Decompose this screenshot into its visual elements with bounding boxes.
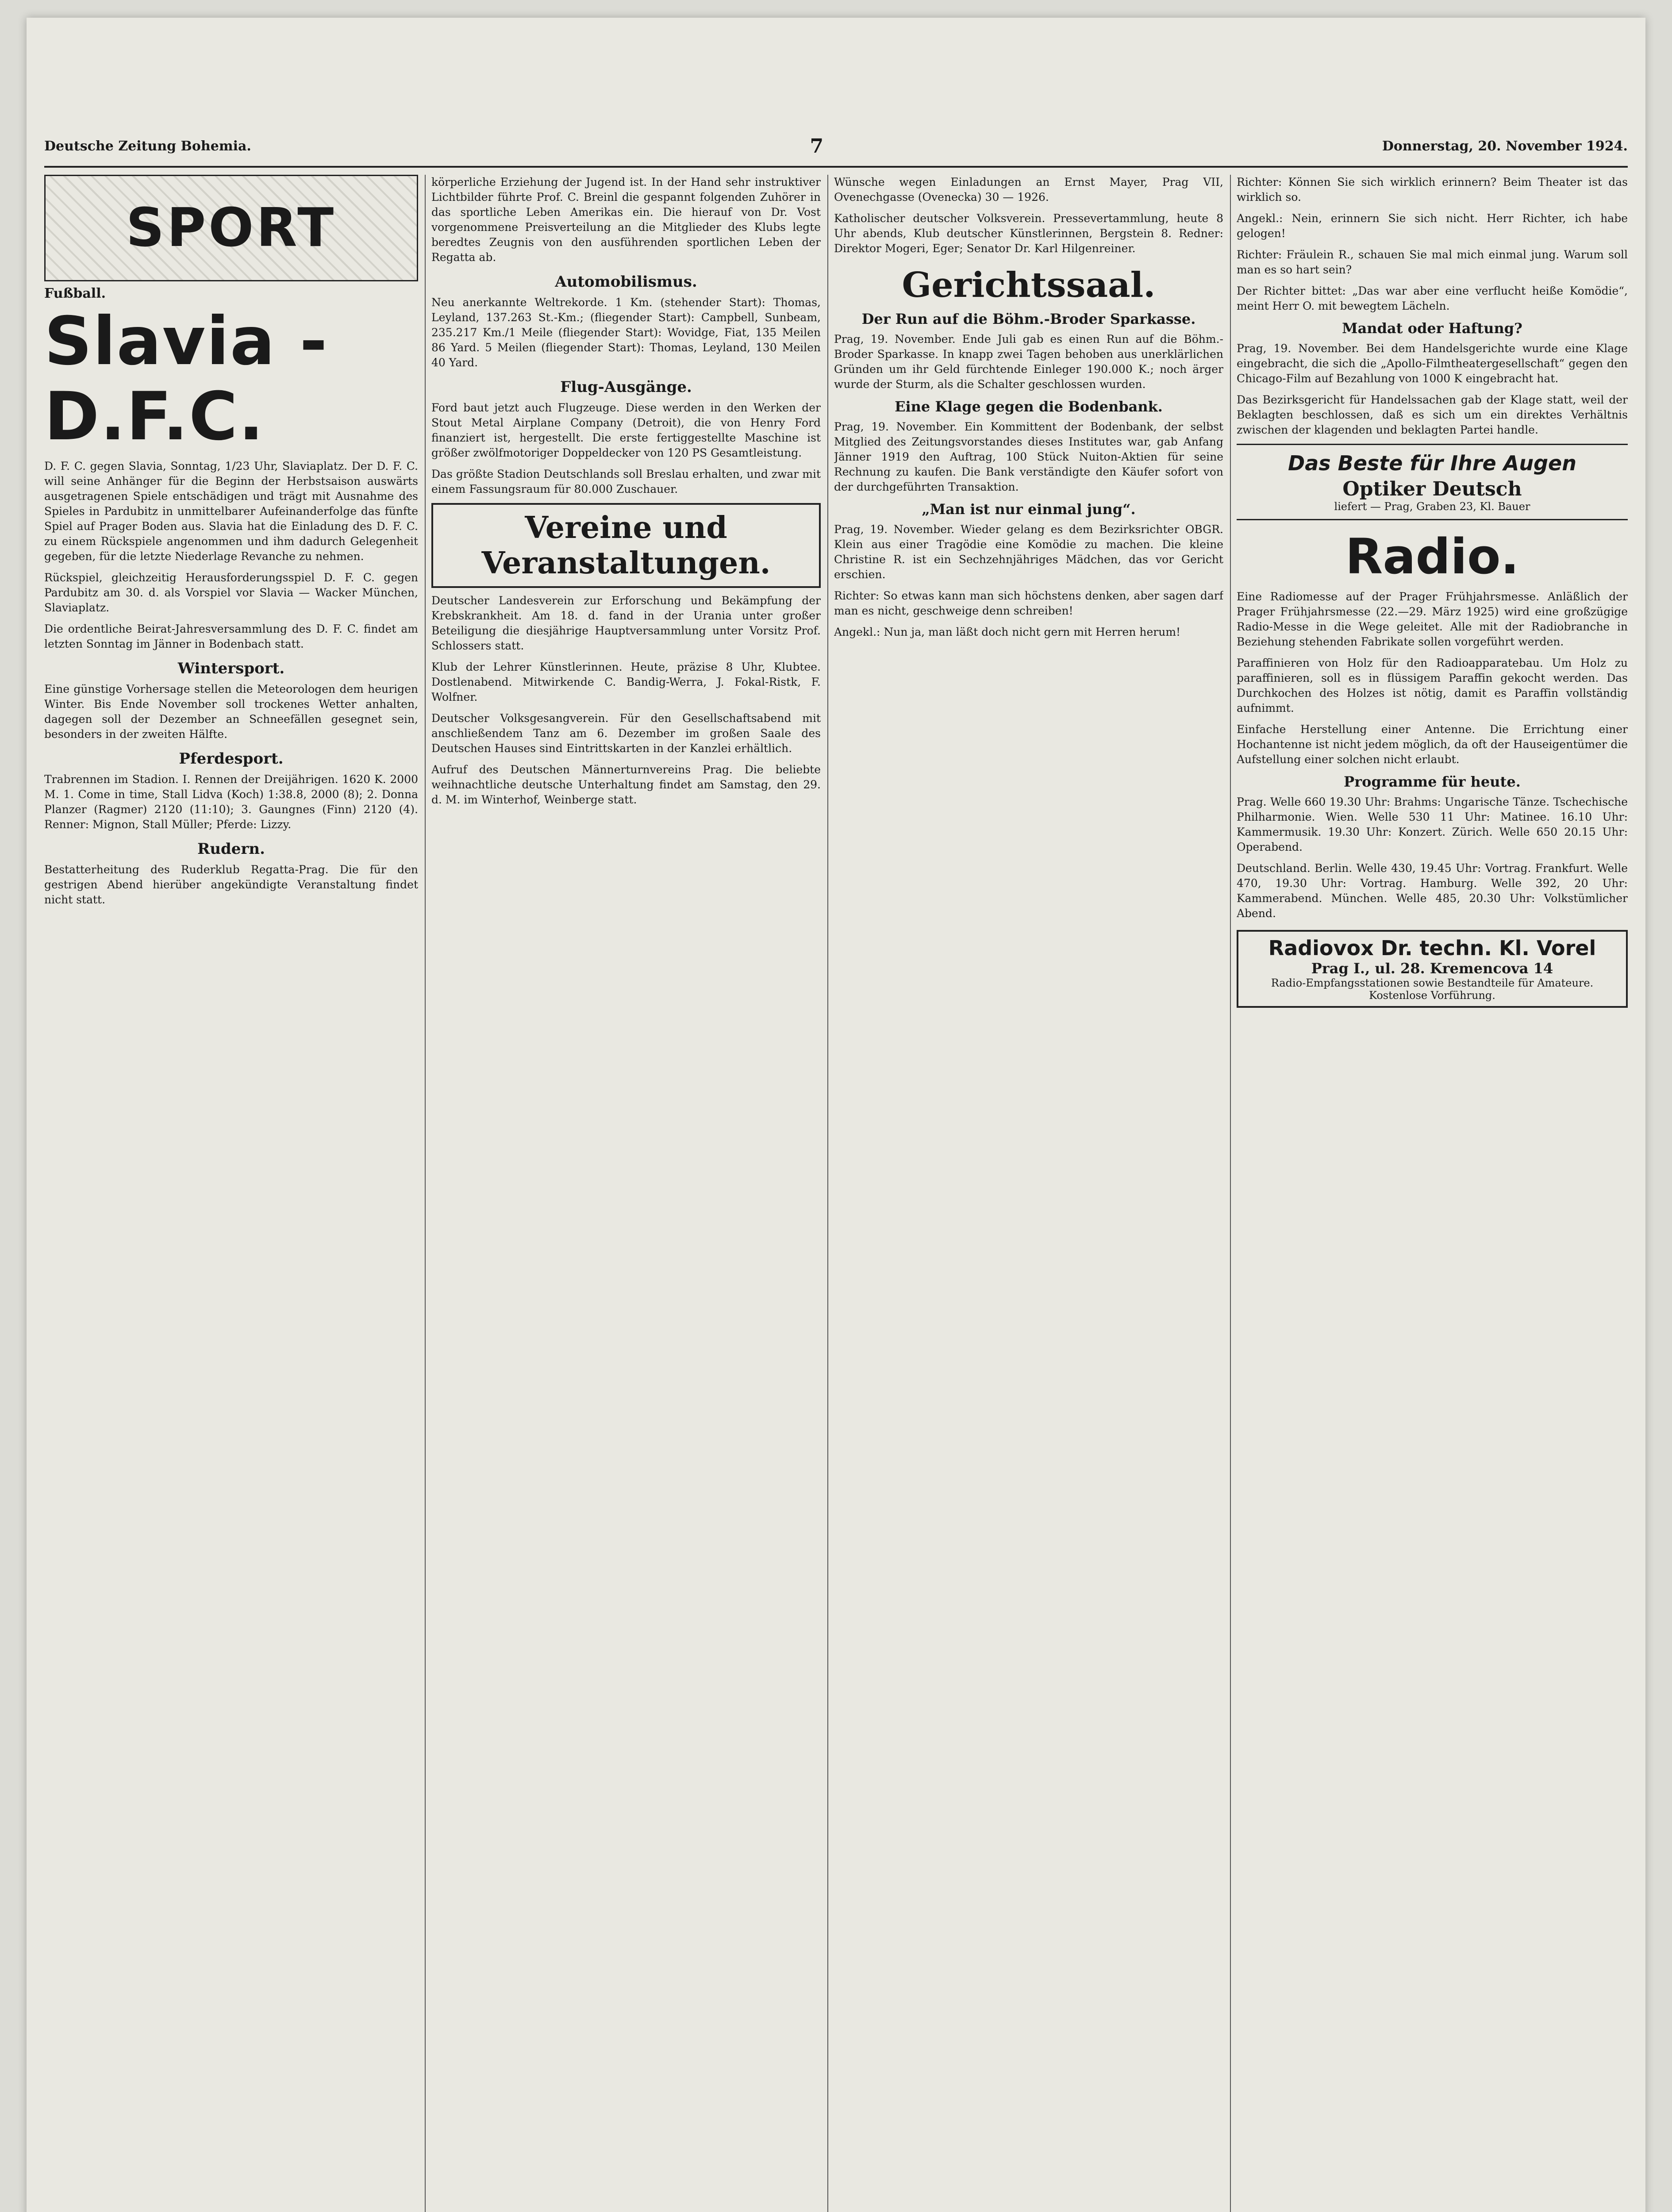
article-paragraph: Der Richter bittet: „Das war aber eine verflucht heiße Komödie“, meint Herr O. mit bewegtem Lächeln.: [1237, 284, 1628, 312]
article-paragraph: Paraffinieren von Holz für den Radioapparatebau. Um Holz zu paraffinieren, soll es in flüssigem Paraffin gekocht werden. Das Durchkochen des Holzes ist nötig, damit es Paraffin vollständig aufnimmt.: [1237, 657, 1628, 714]
section-heading: Pferdesport.: [179, 750, 284, 768]
column-divider: [827, 175, 828, 2212]
column-radio: [1237, 175, 1628, 2212]
newspaper-page: [27, 18, 1645, 2212]
newspaper-name: Deutsche Zeitung Bohemia.: [44, 138, 251, 154]
ad-address: liefert — Prag, Graben 23, Kl. Bauer: [1334, 500, 1530, 513]
article-subheading: „Man ist nur einmal jung“.: [922, 501, 1136, 518]
article-paragraph: Eine günstige Vorhersage stellen die Meteorologen dem heurigen Winter. Bis Ende November soll trockenes Wetter anhalten, dagegen soll der Dezember an Schneefällen gesegnet sein, besonders in der zweiten Hälfte.: [44, 683, 418, 741]
article-paragraph: Richter: Fräulein R., schauen Sie mal mich einmal jung. Warum soll man es so hart sein?: [1237, 248, 1628, 276]
article-paragraph: Eine Radiomesse auf der Prager Frühjahrsmesse. Anläßlich der Prager Frühjahrsmesse (22.—29. März 1925) wird eine großzügige Radio-Messe in die Wege geleitet. Alle mit der Radiobranche in Beziehung stehenden Fabrikate sollen vorgeführt werden.: [1237, 590, 1628, 648]
issue-date: Donnerstag, 20. November 1924.: [1382, 138, 1628, 154]
article-paragraph: Wünsche wegen Einladungen an Ernst Mayer, Prag VII, Ovenechgasse (Ovenecka) 30 — 1926.: [834, 176, 1223, 204]
optiker-advertisement: [1237, 444, 1628, 520]
article-paragraph: Deutscher Volksgesangverein. Für den Gesellschaftsabend mit anschließendem Tanz am 6. Dezember im großen Saale des Deutschen Hauses sind Eintrittskarten in der Kanzlei erhältlich.: [431, 712, 821, 755]
article-paragraph: Einfache Herstellung einer Antenne. Die Errichtung einer Hochantenne ist nicht jedem möglich, da oft der Hauseigentümer die Aufstellung einer solchen nicht erlaubt.: [1237, 723, 1628, 766]
article-paragraph: Prag, 19. November. Ein Kommittent der Bodenbank, der selbst Mitglied des Zeitungsvorstandes dieses Institutes war, gab Anfang Jänner 1919 den Auftrag, 100 Stück Nuiton-Aktien für seine Rechnung zu kaufen. Die Bank verständigte den Käufer sofort von der durchgeführten Transaktion.: [834, 420, 1223, 493]
article-paragraph: Prag, 19. November. Wieder gelang es dem Bezirksrichter OBGR. Klein aus einer Tragödie eine Komödie zu machen. Die kleine Christine R. ist ein Sechzehnjähriges Mädchen, das vor Gericht erschien.: [834, 523, 1223, 581]
article-paragraph: körperliche Erziehung der Jugend ist. In der Hand sehr instruktiver Lichtbilder führte Prof. C. Breinl die gespannt folgenden Zuhörer in das sportliche Leben Amerikas ein. Die hierauf von Dr. Vost vorgenommene Preisverteilung an die Mitglieder des Klubs legte beredtes Zeugnis von den ausführenden sportlichen Leben der Regatta ab.: [431, 176, 821, 264]
article-paragraph: Richter: So etwas kann man sich höchstens denken, aber sagen darf man es nicht, geschweige denn schreiben!: [834, 589, 1223, 617]
article-paragraph: Trabrennen im Stadion. I. Rennen der Dreijährigen. 1620 K. 2000 M. 1. Come in time, Stall Lidva (Koch) 1:38.8, 2000 (8); 2. Donna Planzer (Ragmer) 2120 (11:10); 3. Gaungnes (Finn) 2120 (4). Renner: Mignon, Stall Müller; Pferde: Lizzy.: [44, 773, 418, 831]
article-paragraph: Die ordentliche Beirat-Jahresversammlung des D. F. C. findet am letzten Sonntag im Jänner in Bodenbach statt.: [44, 622, 418, 650]
article-paragraph: Prag, 19. November. Bei dem Handelsgerichte wurde eine Klage eingebracht, die sich die „Apollo-Filmtheatergesellschaft“ gegen den Chicago-Film auf Bezahlung von 1000 K eingebracht hat.: [1237, 342, 1628, 385]
article-paragraph: Prag, 19. November. Ende Juli gab es einen Run auf die Böhm.-Broder Sparkasse. In knapp zwei Tagen behoben aus unerklärlichen Gründen um ihr Geld fürchtende Einleger 190.000 K.; noch ärger wurde der Sturm, als die Schalter geschlossen wurden.: [834, 333, 1223, 391]
article-paragraph: Angekl.: Nein, erinnern Sie sich nicht. Herr Richter, ich habe gelogen!: [1237, 212, 1628, 240]
article-subheading: Der Run auf die Böhm.-Broder Sparkasse.: [861, 311, 1196, 327]
column-gerichtssaal: [834, 175, 1223, 2212]
article-paragraph: Neu anerkannte Weltrekorde. 1 Km. (stehender Start): Thomas, Leyland, 137.263 St.-Km.; (fliegender Start): Campbell, Sunbeam, 235.217 Km./1 Meile (fliegender Start): Wovidge, Fiat, 135 Meilen 86 Yard. 5 Meilen (fliegender Start): Thomas, Leyland, 130 Meilen 40 Yard.: [431, 296, 821, 369]
article-subheading: Mandat oder Haftung?: [1342, 320, 1522, 337]
column-divider: [1230, 175, 1231, 2212]
article-paragraph: Klub der Lehrer Künstlerinnen. Heute, präzise 8 Uhr, Klubtee. Dostlenabend. Mitwirkende C. Bandig-Werra, J. Fokal-Ristk, F. Wolfner.: [431, 661, 821, 703]
article-paragraph: Das größte Stadion Deutschlands soll Breslau erhalten, und zwar mit einem Fassungsraum für 80.000 Zuschauer.: [431, 468, 821, 495]
article-paragraph: Katholischer deutscher Volksverein. Pressevertammlung, heute 8 Uhr abends, Klub deutscher Künstlerinnen, Bergstein 8. Redner: Direktor Mogeri, Eger; Senator Dr. Karl Hilgenreiner.: [834, 212, 1223, 255]
section-heading: Automobilismus.: [555, 273, 697, 291]
section-heading: Flug-Ausgänge.: [560, 378, 692, 396]
section-heading: Wintersport.: [177, 660, 285, 677]
headline: Slavia - D.F.C.: [44, 303, 328, 455]
ad-company: Radiovox Dr. techn. Kl. Vorel: [1268, 936, 1596, 960]
article-paragraph: Aufruf des Deutschen Männerturnvereins Prag. Die beliebte weihnachtliche deutsche Unterhaltung findet am Samstag, den 29. d. M. im Winterhof, Weinberge statt.: [431, 763, 821, 806]
headline-gerichtssaal: Gerichtssaal.: [902, 265, 1156, 305]
page-header: [44, 128, 1628, 164]
headline-radio: Radio.: [1345, 528, 1519, 585]
sport-logo: SPORT: [44, 175, 418, 281]
article-paragraph: D. F. C. gegen Slavia, Sonntag, 1/23 Uhr, Slaviaplatz. Der D. F. C. will seine Anhänger für die Beginn der Herbstsaison auswärts ausgetragenen Spiele entschädigen und trägt mit Ausnahme des Spieles in Pardubitz in unmittelbarer Aufeinanderfolge das fünfte Spiel auf Prager Boden aus. Slavia hat die Einladung des D. F. C. zu einem Rückspiele angenommen und ihm dadurch Gelegenheit gegeben, für die letzte Niederlage Revanche zu nehmen.: [44, 460, 418, 563]
article-paragraph: Prag. Welle 660 19.30 Uhr: Brahms: Ungarische Tänze. Tschechische Philharmonie. Wien. Welle 530 11 Uhr: Matinee. 16.10 Uhr: Kammermusik. 19.30 Uhr: Konzert. Zürich. Welle 650 20.15 Uhr: Operabend.: [1237, 795, 1628, 853]
headline-vereine: Vereine und Veranstaltungen.: [431, 503, 821, 588]
article-subheading: Programme für heute.: [1344, 773, 1521, 790]
ad-description: Radio-Empfangsstationen sowie Bestandteile für Amateure. Kostenlose Vorführung.: [1271, 977, 1594, 1002]
article-paragraph: Deutschland. Berlin. Welle 430, 19.45 Uhr: Vortrag. Frankfurt. Welle 470, 19.30 Uhr: Vortrag. Hamburg. Welle 392, 20 Uhr: Kammerabend. München. Welle 485, 20.30 Uhr: Volkstümlicher Abend.: [1237, 862, 1628, 920]
ad-address: Prag I., ul. 28. Kremencova 14: [1311, 960, 1553, 977]
column-sport-continued: [431, 175, 821, 2212]
article-paragraph: Bestatterheitung des Ruderklub Regatta-Prag. Die für den gestrigen Abend hierüber angekündigte Veranstaltung findet nicht statt.: [44, 863, 418, 906]
article-paragraph: Deutscher Landesverein zur Erforschung und Bekämpfung der Krebskrankheit. Am 18. d. fand in der Urania unter großer Beteiligung die diesjährige Hauptversammlung unter Vorsitz Prof. Schlossers statt.: [431, 594, 821, 652]
section-heading: Fußball.: [44, 286, 106, 301]
article-paragraph: Richter: Können Sie sich wirklich erinnern? Beim Theater ist das wirklich so.: [1237, 176, 1628, 204]
column-divider: [425, 175, 426, 2212]
column-sport: [44, 175, 418, 2212]
article-paragraph: Angekl.: Nun ja, man läßt doch nicht gern mit Herren herum!: [834, 626, 1181, 638]
section-heading: Rudern.: [197, 840, 265, 858]
article-paragraph: Rückspiel, gleichzeitig Herausforderungsspiel D. F. C. gegen Pardubitz am 30. d. als Vorspiel vor Slavia — Wacker München, Slaviaplatz.: [44, 571, 418, 614]
page-number: 7: [810, 134, 824, 157]
article-paragraph: Das Bezirksgericht für Handelssachen gab der Klage statt, weil der Beklagten beschlossen, daß es sich um ein direktes Verhältnis zwischen der klagenden und beklagten Partei handle.: [1237, 393, 1628, 436]
article-paragraph: Ford baut jetzt auch Flugzeuge. Diese werden in den Werken der Stout Metal Airplane Company (Detroit), die von Henry Ford finanziert ist, hergestellt. Die erste fertiggestellte Maschine ist größer zwölfmotoriger Doppeldecker von 120 PS Gesamtleistung.: [431, 401, 821, 459]
article-subheading: Eine Klage gegen die Bodenbank.: [895, 398, 1163, 415]
radiovox-advertisement: [1237, 930, 1628, 1008]
ad-company: Optiker Deutsch: [1342, 478, 1522, 500]
ad-slogan: Das Beste für Ihre Augen: [1288, 451, 1576, 475]
header-rule: [44, 166, 1628, 168]
